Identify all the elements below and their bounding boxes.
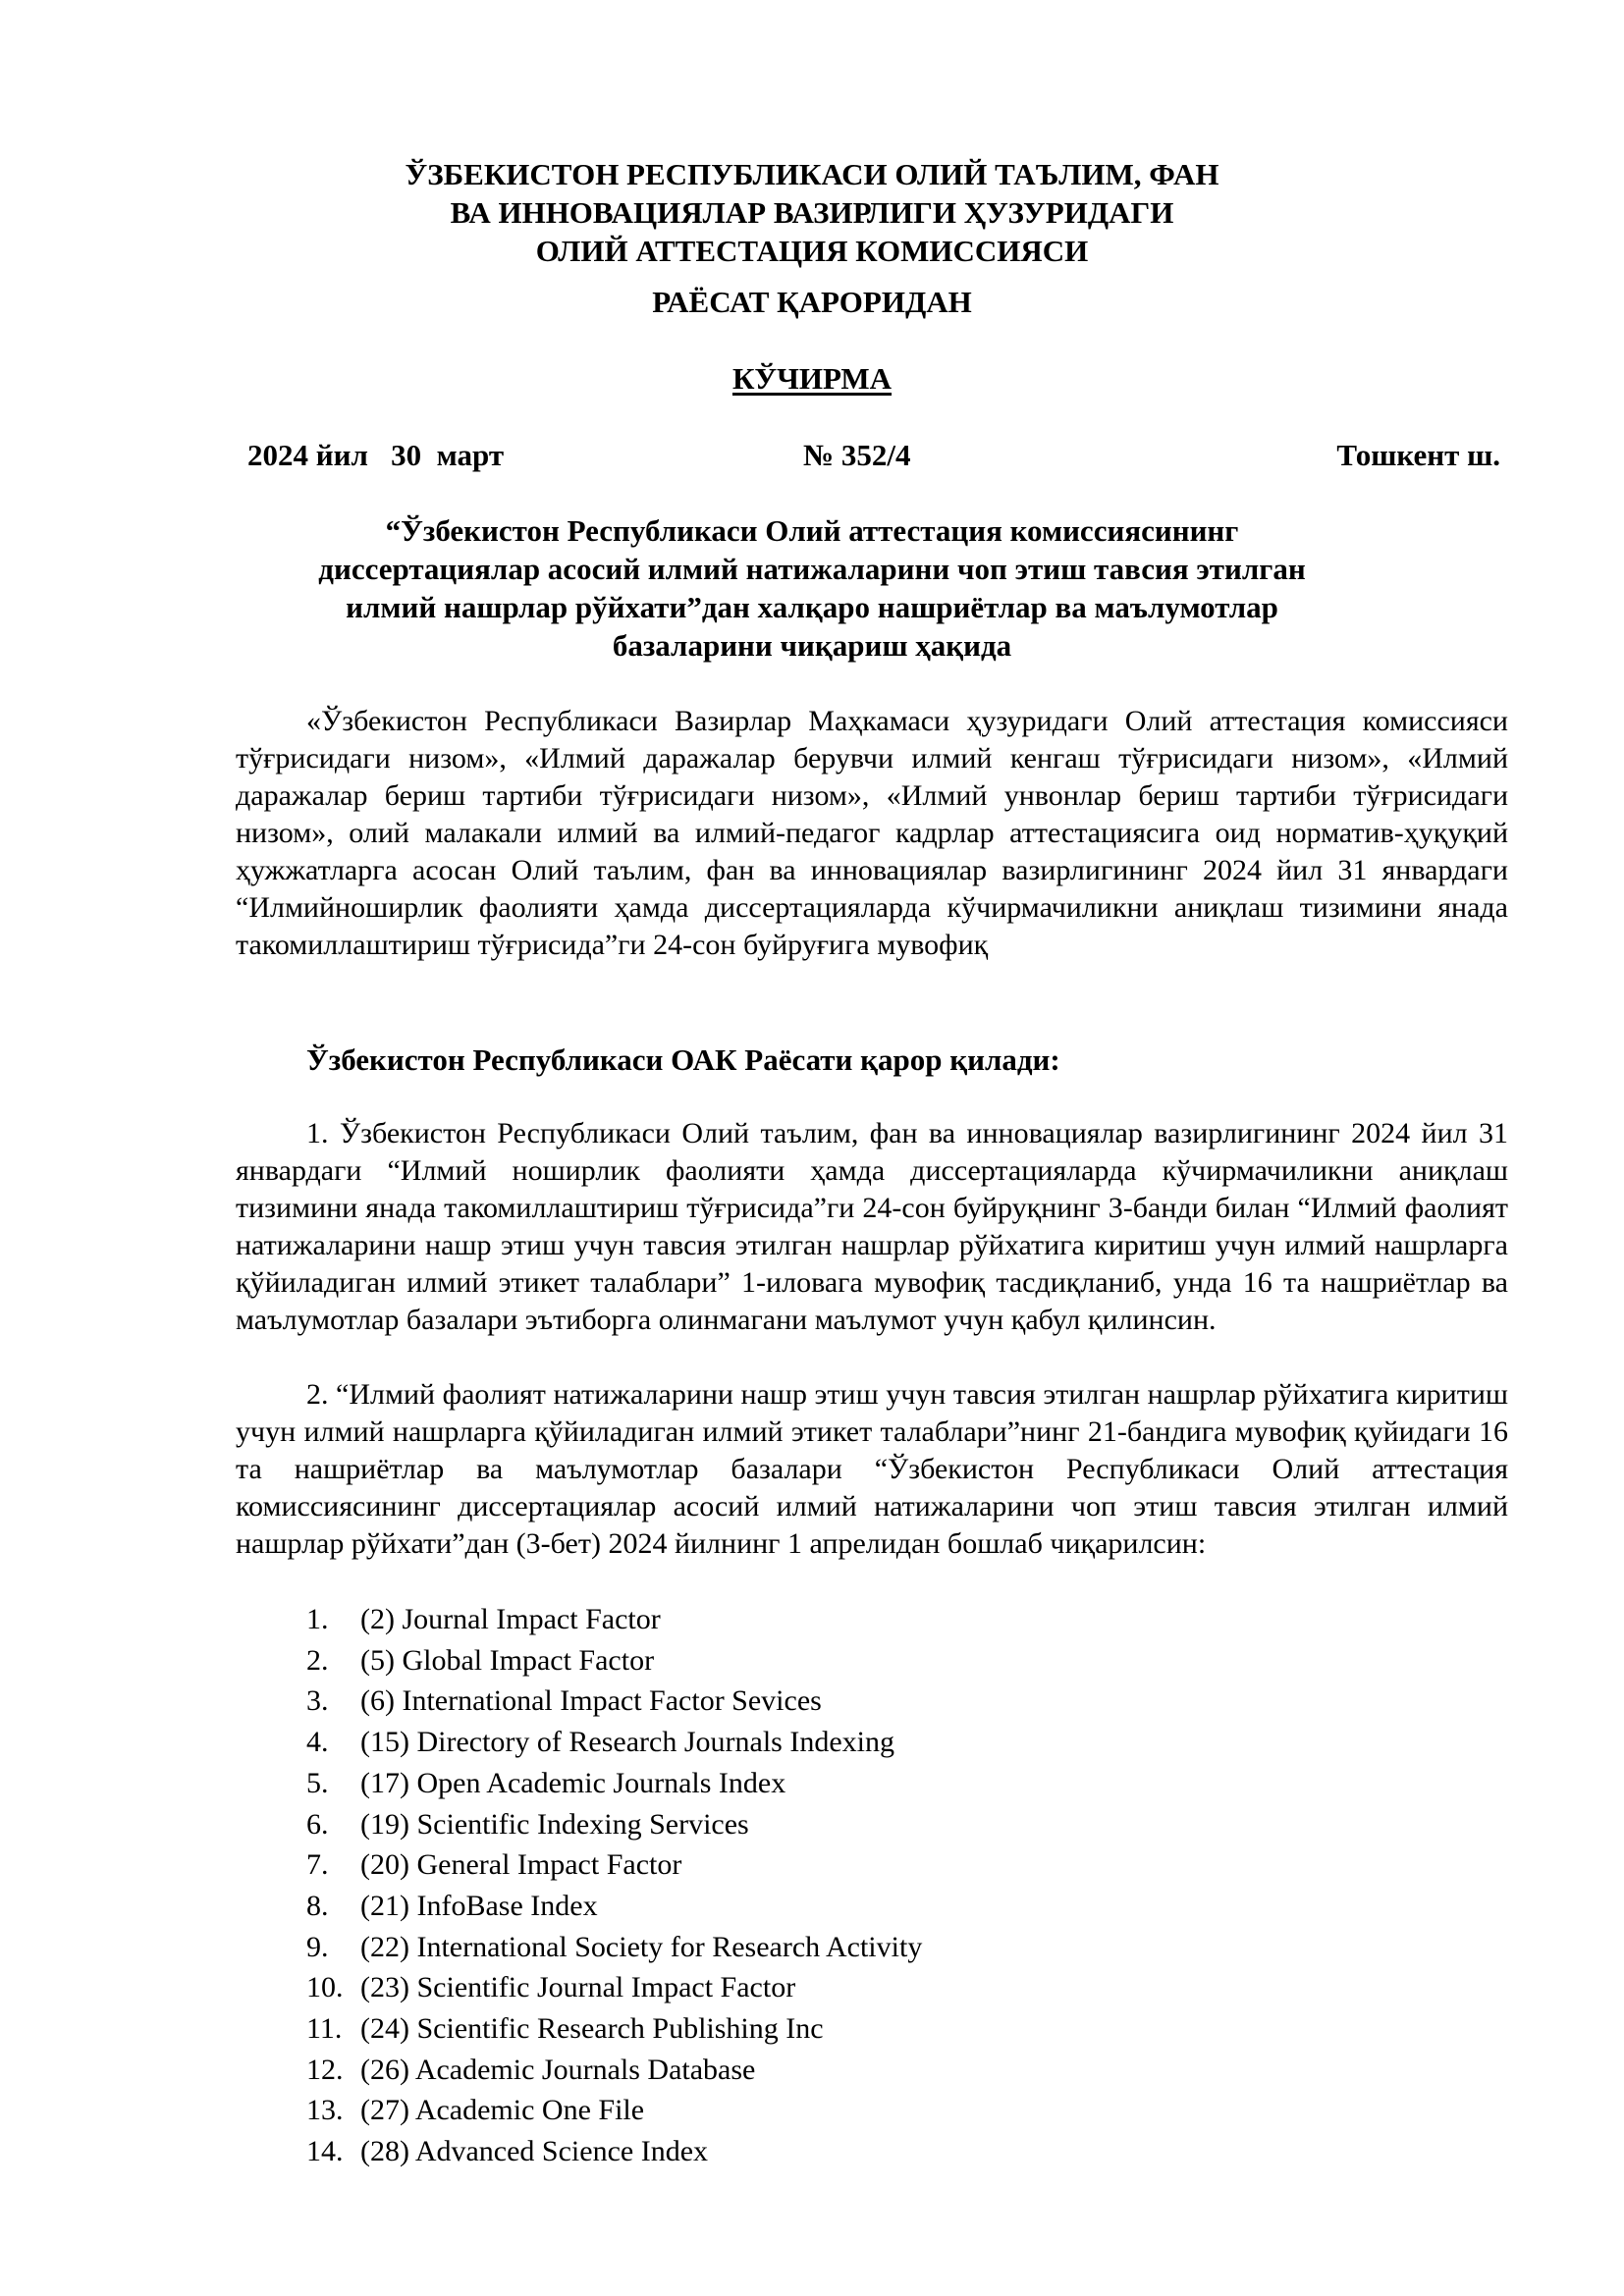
subject-line: базаларини чиқариш ҳақида xyxy=(612,628,1012,663)
document-subject xyxy=(0,511,1624,665)
subject-line: илмий нашрлар рўйхати”дан халқаро нашриётлар ва маълумотлар xyxy=(346,590,1278,624)
list-item xyxy=(306,1599,922,1640)
list-item-number: 1. xyxy=(306,1603,329,1635)
list-item xyxy=(306,2008,922,2050)
subject-line: “Ўзбекистон Республикаси Олий аттестация комиссиясининг xyxy=(385,513,1239,548)
list-item-number: 8. xyxy=(306,1889,329,1922)
list-item-number: 13. xyxy=(306,2094,344,2127)
header-line: ВА ИННОВАЦИЯЛАР ВАЗИРЛИГИ ҲУЗУРИДАГИ xyxy=(450,195,1174,230)
document-number: № 352/4 xyxy=(803,438,911,472)
list-item-number: 5. xyxy=(306,1766,329,1799)
list-item-text: (17) Open Academic Journals Index xyxy=(360,1766,786,1799)
list-item-number: 10. xyxy=(306,1971,344,2004)
header-line: ЎЗБЕКИСТОН РЕСПУБЛИКАСИ ОЛИЙ ТАЪЛИМ, ФАН xyxy=(405,157,1219,191)
list-item xyxy=(306,2090,922,2131)
decision-title: РАЁСАТ ҚАРОРИДАН xyxy=(652,285,972,319)
preamble-paragraph: «Ўзбекистон Республикаси Вазирлар Маҳкамаси ҳузуридаги Олий аттестация комиссияси тўғрисидаги низом», «Илмий даражалар берувчи илмий кенгаш тўғрисидаги низом», «Илмий даражалар бериш тартиби тўғрисидаги низом», «Илмий унвонлар бериш тартиби тўғрисидаги низом», олий малакали илмий ва илмий-педагог кадрлар аттестациясига оид норматив-ҳуқуқий ҳужжатларга асосан Олий таълим, фан ва инновациялар вазирлигининг 2024 йил 31 январдаги “Илмийноширлик фаолияти ҳамда диссертацияларда кўчирмачиликни аниқлаш тизимини янада такомиллаштириш тўғрисида”ги 24-сон буйруғига мувофиқ xyxy=(236,705,1508,961)
list-item xyxy=(306,1804,922,1845)
list-item-text: (22) International Society for Research Activity xyxy=(360,1930,923,1963)
list-item xyxy=(306,1967,922,2008)
list-item-text: (26) Academic Journals Database xyxy=(360,2053,756,2086)
list-item xyxy=(306,2050,922,2091)
list-item xyxy=(306,1640,922,1682)
resolution-item-2: 2. “Илмий фаолият натижаларини нашр этиш учун тавсия этилган нашрлар рўйхатига киритиш учун илмий нашрларга қўйиладиган илмий этикет талаблари”нинг 21-бандига мувофиқ қуйидаги 16 та нашриётлар ва маълумотлар базалари “Ўзбекистон Республикаси Олий аттестация комиссиясининг диссертациялар асосий илмий натижаларини чоп этиш тавсия этилган илмий нашрлар рўйхати”дан (3-бет) 2024 йилнинг 1 апрелидан бошлаб чиқарилсин: xyxy=(236,1378,1508,1560)
list-item-number: 9. xyxy=(306,1930,329,1963)
extract-title: КЎЧИРМА xyxy=(731,361,893,396)
list-item xyxy=(306,1681,922,1722)
list-item-text: (23) Scientific Journal Impact Factor xyxy=(360,1971,796,2004)
list-item-text: (27) Academic One File xyxy=(360,2094,645,2127)
list-item-number: 2. xyxy=(306,1643,329,1677)
resolution-heading: Ўзбекистон Республикаси ОАК Раёсати қарор қилади: xyxy=(306,1042,1060,1077)
document-meta xyxy=(244,436,1500,474)
document-place: Тошкент ш. xyxy=(1336,438,1500,472)
list-item-text: (15) Directory of Research Journals Indexing xyxy=(360,1726,894,1759)
list-item-number: 3. xyxy=(306,1684,329,1718)
document-date: 2024 йил 30 март xyxy=(247,438,505,472)
list-item-number: 14. xyxy=(306,2135,344,2168)
excluded-databases-list xyxy=(306,1599,922,2172)
list-item-text: (24) Scientific Research Publishing Inc xyxy=(360,2012,824,2046)
list-item xyxy=(306,1763,922,1804)
list-item xyxy=(306,1886,922,1927)
list-item-text: (2) Journal Impact Factor xyxy=(360,1603,661,1635)
list-item-number: 12. xyxy=(306,2053,344,2086)
list-item-text: (28) Advanced Science Index xyxy=(360,2135,709,2168)
list-item-text: (20) General Impact Factor xyxy=(360,1848,682,1882)
list-item xyxy=(306,1722,922,1763)
list-item-number: 4. xyxy=(306,1726,329,1759)
list-item-number: 6. xyxy=(306,1807,329,1841)
list-item-text: (21) InfoBase Index xyxy=(360,1889,598,1922)
list-item xyxy=(306,2131,922,2172)
list-item xyxy=(306,1844,922,1886)
list-item-number: 11. xyxy=(306,2012,343,2046)
list-item-text: (5) Global Impact Factor xyxy=(360,1643,655,1677)
header-line: ОЛИЙ АТТЕСТАЦИЯ КОМИССИЯСИ xyxy=(535,234,1089,268)
list-item xyxy=(306,1927,922,1968)
resolution-item-1: 1. Ўзбекистон Республикаси Олий таълим, фан ва инновациялар вазирлигининг 2024 йил 31 январдаги “Илмий ноширлик фаолияти ҳамда диссертацияларда кўчирмачиликни аниқлаш тизимини янада такомиллаштириш тўғрисида”ги 24-сон буйруқнинг 3-банди билан “Илмий фаолият натижаларини нашр этиш учун тавсия этилган нашрлар рўйхатига киритиш учун илмий нашрларга қўйиладиган илмий этикет талаблари” 1-иловага мувофиқ тасдиқланиб, унда 16 та нашриётлар ва маълумотлар базалари эътиборга олинмагани маълумот учун қабул қилинсин. xyxy=(236,1117,1508,1336)
list-item-text: (19) Scientific Indexing Services xyxy=(360,1807,749,1841)
list-item-text: (6) International Impact Factor Sevices xyxy=(360,1684,822,1718)
list-item-number: 7. xyxy=(306,1848,329,1882)
ministry-header xyxy=(0,155,1624,270)
subject-line: диссертациялар асосий илмий натижаларини чоп этиш тавсия этилган xyxy=(318,552,1306,586)
